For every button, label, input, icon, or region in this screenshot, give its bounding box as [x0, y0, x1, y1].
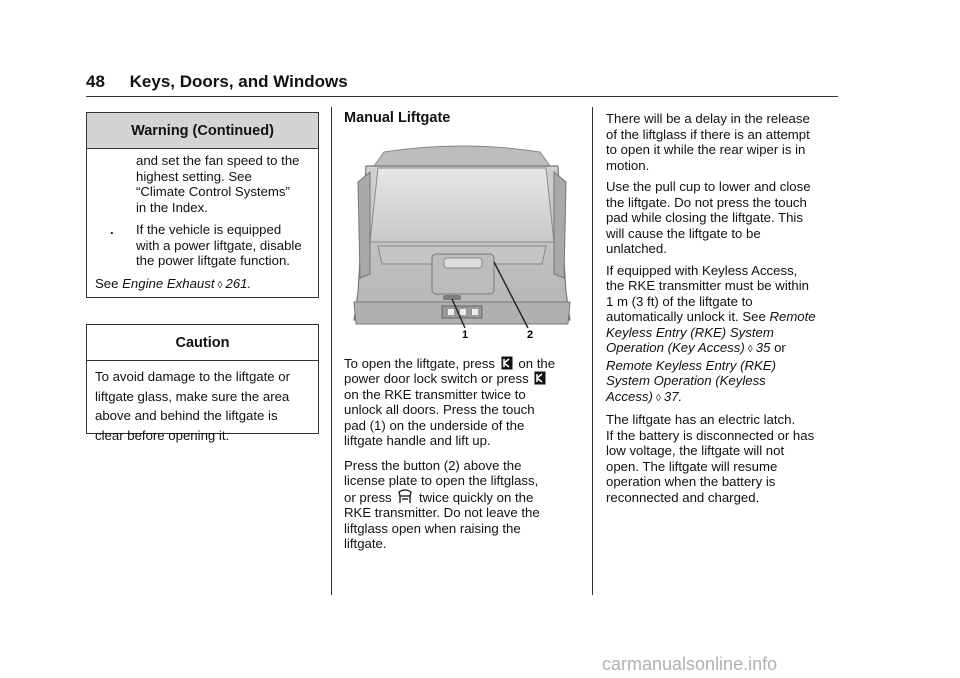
text-span: automatically unlock it. See	[606, 309, 766, 324]
text-span: or press	[344, 489, 392, 505]
warning-box	[86, 112, 319, 298]
page-number: 48	[86, 72, 105, 91]
text-span: reconnected and charged.	[606, 489, 760, 505]
text-span: twice quickly on the	[418, 489, 534, 505]
unlock-icon	[534, 371, 546, 385]
column-divider-right	[592, 107, 593, 595]
text-span: low voltage, the liftgate will not	[606, 443, 785, 458]
text-span: 1 m (3 ft) of the liftgate to	[606, 293, 753, 309]
callout-label-1: 1	[462, 328, 469, 338]
text-span: RKE transmitter. Do not leave the	[344, 505, 540, 520]
watermark: carmanualsonline.info	[602, 654, 778, 674]
manual-liftgate-section	[344, 111, 580, 552]
text-span: Press the button (2) above the	[344, 457, 522, 473]
page-ref-number[interactable]: 37	[663, 388, 679, 404]
text-span: unlatched.	[606, 241, 667, 256]
rke-keyless-access-link[interactable]	[606, 358, 776, 404]
bullet-marker: .	[110, 222, 114, 237]
text-span: open. The liftgate will resume	[606, 458, 778, 474]
warning-title: Warning (Continued)	[87, 113, 318, 149]
header-divider	[86, 96, 838, 97]
text-span: motion.	[606, 157, 650, 173]
text-span: will cause the liftgate to be	[606, 225, 761, 241]
text-span: power door lock switch or press	[344, 371, 529, 386]
paragraph-open-liftglass	[344, 458, 580, 552]
warning-continued-text	[95, 153, 310, 215]
paragraph-close-liftgate	[606, 179, 842, 257]
text-line: and set the fan speed to the	[136, 153, 300, 168]
text-span: or	[774, 340, 786, 355]
page-ref-number[interactable]: 261	[225, 275, 248, 291]
text-line: with a power liftgate, disable	[136, 237, 302, 253]
paragraph-open-liftgate	[344, 356, 580, 449]
warning-bullet	[95, 222, 310, 269]
section-title: Manual Liftgate	[344, 110, 451, 126]
text-span: on the	[518, 355, 556, 371]
text-span: license plate to open the liftglass,	[344, 473, 539, 488]
text-span: If the battery is disconnected or has	[606, 427, 815, 443]
page-ref-number[interactable]: 35	[755, 340, 771, 355]
see-prefix: See	[95, 275, 119, 291]
page-title: Keys, Doors, and Windows	[129, 72, 348, 91]
punctuation: .	[247, 275, 252, 291]
column-divider-left	[331, 107, 332, 595]
liftgate-illustration	[344, 142, 580, 338]
text-line: the power liftgate function.	[136, 253, 290, 268]
text-span: The liftgate has an electric latch.	[606, 412, 796, 427]
text-span: to open it while the rear wiper is in	[606, 142, 806, 157]
caution-title: Caution	[87, 325, 318, 361]
paragraph-electric-latch	[606, 412, 842, 505]
link-text: Remote	[769, 309, 816, 324]
text-span: pad while closing the liftgate. This	[606, 210, 803, 225]
text-span: liftglass open when raising the	[344, 520, 521, 536]
text-span: pad (1) on the underside of the	[344, 417, 525, 433]
page-ref-icon: ◊	[217, 279, 223, 291]
engine-exhaust-link[interactable]: Engine Exhaust	[122, 275, 215, 291]
caution-box	[86, 324, 319, 443]
paragraph-liftglass-delay	[606, 111, 842, 173]
text-line: If the vehicle is equipped	[136, 222, 282, 237]
link-text: Remote Keyless Entry (RKE)	[606, 357, 777, 373]
liftglass-icon	[397, 489, 413, 505]
page-ref-icon: ◊	[747, 344, 753, 355]
text-line: liftgate glass, make sure the area	[95, 388, 290, 404]
liftgate-drawing	[344, 142, 580, 338]
page-ref-icon: ◊	[655, 392, 661, 404]
text-span: operation when the battery is	[606, 474, 776, 489]
text-span: To open the liftgate, press	[344, 355, 496, 371]
warning-see-reference	[95, 276, 310, 294]
unlock-icon	[501, 356, 513, 370]
paragraph-keyless-access	[606, 263, 842, 407]
punctuation: .	[678, 388, 683, 404]
caution-text	[87, 361, 318, 445]
text-line: in the Index.	[136, 199, 208, 215]
text-span: There will be a delay in the release	[606, 111, 810, 126]
text-span: on the RKE transmitter twice to	[344, 386, 526, 402]
text-line: To avoid damage to the liftgate or	[95, 369, 291, 384]
page-header	[86, 72, 348, 92]
text-span: the liftgate. Do not press the touch	[606, 194, 807, 210]
text-span: unlock all doors. Press the touch	[344, 402, 535, 417]
right-column	[606, 111, 842, 511]
link-text: Access)	[606, 388, 653, 404]
text-span: of the liftglass if there is an attempt	[606, 126, 810, 142]
text-span: Use the pull cup to lower and close	[606, 179, 811, 194]
text-line: clear before opening it.	[95, 427, 230, 443]
link-text: System Operation (Keyless	[606, 373, 766, 388]
text-span: liftgate handle and lift up.	[344, 433, 491, 448]
text-span: If equipped with Keyless Access,	[606, 262, 798, 278]
callout-label-2: 2	[527, 328, 534, 338]
link-text: Keyless Entry (RKE) System	[606, 324, 774, 340]
text-span: the RKE transmitter must be within	[606, 278, 810, 293]
text-line: highest setting. See	[136, 168, 252, 184]
text-line: “Climate Control Systems”	[136, 184, 290, 199]
text-line: above and behind the liftgate is	[95, 408, 278, 423]
text-span: liftgate.	[344, 536, 387, 551]
link-text: Operation (Key Access)	[606, 340, 745, 355]
